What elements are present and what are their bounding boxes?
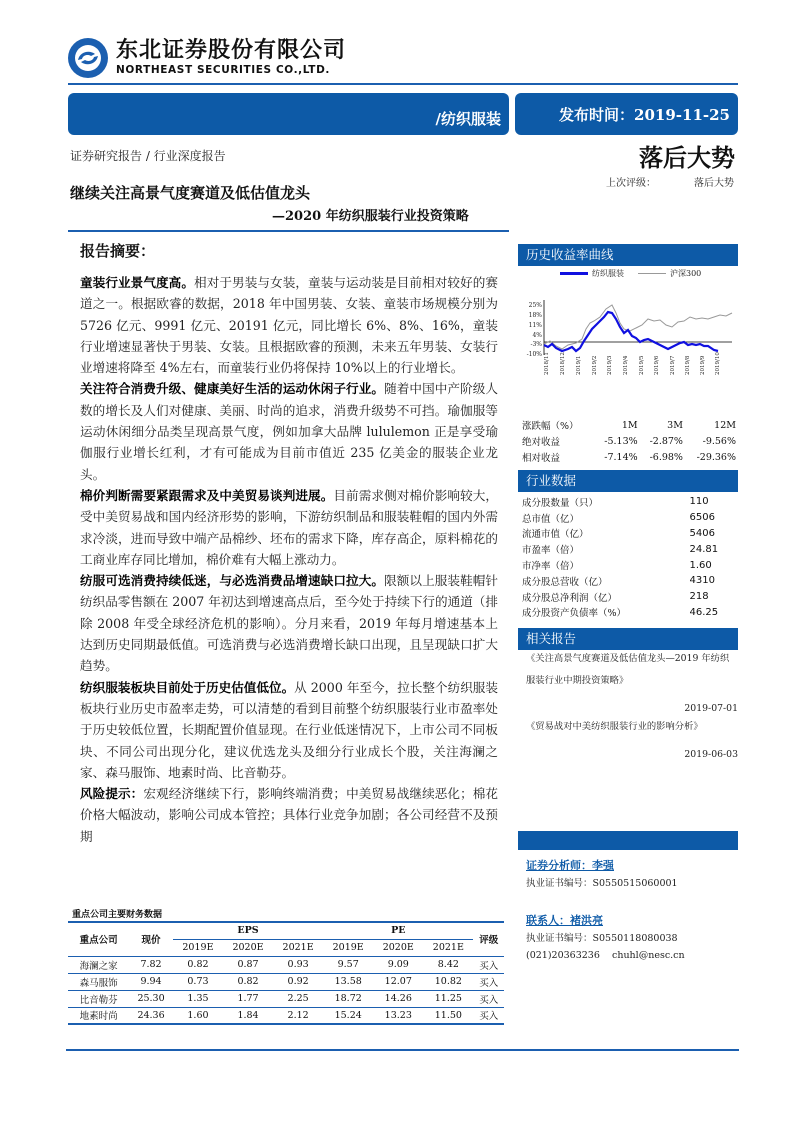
rating-cell: 买入 [473,956,504,973]
legend-swatch-textile [560,272,588,275]
return-curve-chart [520,295,740,390]
summary-paragraph [80,485,498,570]
industry-label: 成分股数量（只） [522,497,599,509]
paragraph-lead: 风险提示： [80,786,144,802]
paragraph-text: 目前需求侧对棉价影响较大，受中美贸易战和国内经济形势的影响，下游纺织制品和服装鞋帽的国内外需求冷淡，进而导致中端产品棉纱、坯布的需求下降，库存高企，原料棉花的工商业库存同比增加，棉价难有大幅上涨动力。 [80,487,499,567]
industry-section-heading: 行业数据 [518,470,738,492]
industry-label: 成分股总净利润（亿） [522,592,618,604]
chart-section-heading: 历史收益率曲线 [518,244,738,266]
industry-value: 110 [689,496,709,508]
x-tick: 2019/9 [700,355,706,375]
company-cell: 比音勒芬 [68,990,129,1007]
related-report-date: 2019-07-01 [684,703,738,714]
returns-value: -9.56% [702,435,736,447]
industry-label: 成分股总营收（亿） [522,576,608,588]
pe-cell: 11.50 [423,1007,473,1024]
pe-cell: 8.42 [423,956,473,973]
eps-cell: 0.92 [273,973,323,990]
col-pe: PE [323,922,473,939]
industry-value: 5406 [689,527,715,539]
returns-value: -2.87% [649,435,683,447]
table-row [68,990,504,1007]
industry-row [522,589,738,605]
pe-cell: 9.09 [373,956,423,973]
summary-paragraph [80,378,498,484]
chart-legend [560,268,740,279]
x-tick: 2019/5 [639,355,645,375]
chart-svg [520,295,740,390]
related-report-title[interactable]: 《关注高景气度赛道及低估值龙头—2019 年纺织服装行业中期投资策略》 [526,653,730,686]
col-eps: EPS [173,922,323,939]
industry-value: 46.25 [689,606,719,618]
company-logo [68,36,368,80]
industry-value: 4310 [689,575,715,587]
paragraph-lead: 纺服可选消费持续低迷，与必选消费品增速缺口拉大。 [80,573,385,589]
footer-divider [66,1049,739,1051]
x-tick: 2018/11 [544,352,550,375]
breadcrumb: 证券研究报告 / 行业深度报告 [70,149,226,163]
contact-phone: (021)20363236 [526,950,600,961]
col-year: 2020E [223,939,273,956]
eps-cell: 1.35 [173,990,223,1007]
x-tick: 2019/10 [715,352,721,375]
industry-label: 成分股资产负债率（%） [522,608,627,620]
summary-body [80,272,498,847]
previous-rating [606,174,734,189]
pe-cell: 18.72 [323,990,373,1007]
y-tick: -3% [530,341,542,348]
eps-cell: 2.25 [273,990,323,1007]
related-section-heading: 相关报告 [518,628,738,650]
risk-warning [80,783,498,847]
pe-cell: 13.23 [373,1007,423,1024]
eps-cell: 0.87 [223,956,273,973]
eps-cell: 0.93 [273,956,323,973]
contact-section-bar [518,831,738,850]
related-report-title[interactable]: 《贸易战对中美纺织服装行业的影响分析》 [526,721,703,732]
col-year: 2020E [373,939,423,956]
industry-row [522,557,738,573]
returns-value: -6.98% [649,451,683,463]
fin-header-row [68,922,504,939]
contact-email[interactable]: chuhl@nesc.cn [612,950,685,961]
returns-header: 1M [621,419,638,431]
legend-label-textile: 纺织服装 [592,269,624,278]
col-company: 重点公司 [68,922,129,956]
legend-label-hs300: 沪深300 [670,269,702,278]
returns-header: 12M [714,419,736,431]
industry-row [522,573,738,589]
summary-paragraph [80,570,498,676]
paragraph-lead: 棉价判断需要紧跟需求及中美贸易谈判进展。 [80,487,334,503]
pe-cell: 14.26 [373,990,423,1007]
col-year: 2021E [423,939,473,956]
fin-table-title: 重点公司主要财务数据 [72,910,163,920]
col-year: 2019E [173,939,223,956]
industry-row [522,541,738,557]
x-tick: 2019/8 [685,355,691,375]
logo-mark-icon [68,38,108,78]
returns-row [522,449,738,465]
returns-row [522,433,738,449]
industry-value: 24.81 [689,543,719,555]
summary-paragraph [80,272,498,378]
returns-header: 3M [667,419,683,431]
price-cell: 24.36 [129,1007,173,1024]
paragraph-lead: 关注符合消费升级、健康美好生活的运动休闲子行业。 [80,381,385,397]
y-tick: 4% [532,332,542,339]
industry-value: 6506 [689,512,715,524]
key-company-financials-table [68,921,504,1025]
industry-value: 1.60 [689,559,712,571]
price-cell: 9.94 [129,973,173,990]
pe-cell: 10.82 [423,973,473,990]
industry-row [522,494,738,510]
pe-cell: 11.25 [423,990,473,1007]
paragraph-text: 随着中国中产阶级人数的增长及人们对健康、美丽、时尚的追求，消费升级势不可挡。瑜伽服等运动休闲细分品类呈现高景气度，例如加拿大品牌 lululemon 正是享受瑜伽服行业增长红利，才有可能成为目前市值近 235 亿美金的服装企业龙头。 [80,381,499,482]
paragraph-text: 相对于男装与女装，童装与运动装是目前相对较好的赛道之一。根据欧睿的数据，2018 年中国男装、女装、童装市场规模分别为 5726 亿元、9991 亿元、20191 亿元，同比增长 6%、8%、16%，童装行业增速显著快于男装、女装。且根据欧睿的预测，未来五年男装、女装行业增速将降至 4%左右，而童装行业仍将保持 10%以上的行业增长。 [80,275,499,376]
paragraph-lead: 童装行业景气度高。 [80,275,195,290]
col-year: 2019E [323,939,373,956]
rating-cell: 买入 [473,1007,504,1024]
company-cell: 森马服饰 [68,973,129,990]
industry-label: 市盈率（倍） [522,545,580,557]
eps-cell: 1.60 [173,1007,223,1024]
analyst-name: 证券分析师：李强 [526,859,614,872]
col-price: 现价 [129,922,173,956]
publish-banner [515,93,738,135]
returns-label: 绝对收益 [522,437,561,448]
report-title: 继续关注高景气度赛道及低估值龙头 [70,184,311,202]
returns-value: -7.14% [604,451,638,463]
returns-value: -5.13% [604,435,638,447]
publish-date: 发布时间：2019-11-25 [559,106,730,124]
x-tick: 2019/6 [654,355,660,375]
x-tick: 2018/12 [560,352,566,375]
title-divider [68,230,509,232]
summary-heading: 报告摘要： [80,242,156,260]
returns-header-row [522,417,738,433]
x-tick: 2019/1 [576,355,582,375]
industry-row [522,526,738,542]
eps-cell: 0.73 [173,973,223,990]
contact-name: 联系人：褚洪亮 [526,914,603,927]
report-subtitle: —2020 年纺织服装行业投资策略 [272,209,469,224]
eps-cell: 2.12 [273,1007,323,1024]
pe-cell: 12.07 [373,973,423,990]
industry-value: 218 [689,591,709,603]
rating-cell: 买入 [473,973,504,990]
table-row [68,973,504,990]
eps-cell: 1.84 [223,1007,273,1024]
contact-phone-email [526,947,738,964]
eps-cell: 1.77 [223,990,273,1007]
company-name-en: NORTHEAST SECURITIES CO.,LTD. [116,64,330,76]
y-tick: 18% [528,312,542,319]
x-tick: 2019/3 [607,355,613,375]
industry-label: 流通市值（亿） [522,529,589,541]
x-tick: 2019/7 [670,355,676,375]
returns-table [522,417,738,465]
returns-label: 相对收益 [522,453,561,464]
price-cell: 25.30 [129,990,173,1007]
paragraph-lead: 纺织服装板块目前处于历史估值低位。 [80,679,295,695]
y-tick: 25% [528,302,542,309]
paragraph-text: 从 2000 年至今，拉长整个纺织服装板块行业历史市盈率走势，可以清楚的看到目前整个纺织服装行业市盈率处于历史较低位置，长期配置价值显现。在行业低迷情况下，上市公司不同板块、不同公司出现分化，建议优选龙头及细分行业成长个股，关注海澜之家、森马服饰、地素时尚、比音勒芬。 [80,679,499,780]
company-name-cn: 东北证券股份有限公司 [116,38,347,63]
related-report-date: 2019-06-03 [684,749,738,760]
company-cell: 地素时尚 [68,1007,129,1024]
pe-cell: 13.58 [323,973,373,990]
paragraph-text: 限额以上服装鞋帽针纺织品零售额在 2007 年初达到增速高点后，至今处于持续下行的通道（排除 2008 年受全球经济危机的影响）。分月来看，2019 年每月增速基本上达到历史同期最低值。可选消费与必选消费增长缺口出现，且呈现缺口扩大趋势。 [80,573,499,674]
legend-swatch-hs300 [638,273,666,274]
x-tick: 2019/4 [623,355,629,375]
previous-rating-value: 落后大势 [694,178,734,189]
current-rating: 落后大势 [639,143,735,172]
industry-row [522,510,738,526]
y-tick: 11% [528,322,542,329]
summary-paragraph [80,677,498,783]
pe-cell: 9.57 [323,956,373,973]
contact-block [526,857,738,964]
table-row [68,1007,504,1024]
analyst-cert: 执业证书编号：S0550515060001 [526,878,678,889]
sector-label: /纺织服装 [435,110,501,128]
rating-cell: 买入 [473,990,504,1007]
table-row [68,956,504,973]
company-cell: 海澜之家 [68,956,129,973]
previous-rating-label: 上次评级： [606,178,656,189]
related-reports [526,648,738,766]
x-tick: 2019/2 [592,355,598,375]
industry-label: 总市值（亿） [522,513,580,525]
contact-cert: 执业证书编号：S0550118080038 [526,933,678,944]
paragraph-text: 宏观经济继续下行，影响终端消费；中美贸易战继续恶化；棉花价格大幅波动，影响公司成本管控；具体行业竞争加剧；各公司经营不及预期 [80,786,499,844]
eps-cell: 0.82 [173,956,223,973]
eps-cell: 0.82 [223,973,273,990]
price-cell: 7.82 [129,956,173,973]
industry-row [522,605,738,621]
header-divider [68,83,738,85]
pe-cell: 15.24 [323,1007,373,1024]
industry-label: 市净率（倍） [522,561,580,573]
industry-data-table [522,494,738,620]
returns-header: 涨跌幅（%） [522,421,579,432]
y-tick: -10% [526,351,542,358]
col-rating: 评级 [473,922,504,956]
returns-value: -29.36% [696,451,736,463]
col-year: 2021E [273,939,323,956]
sector-banner [68,93,509,135]
